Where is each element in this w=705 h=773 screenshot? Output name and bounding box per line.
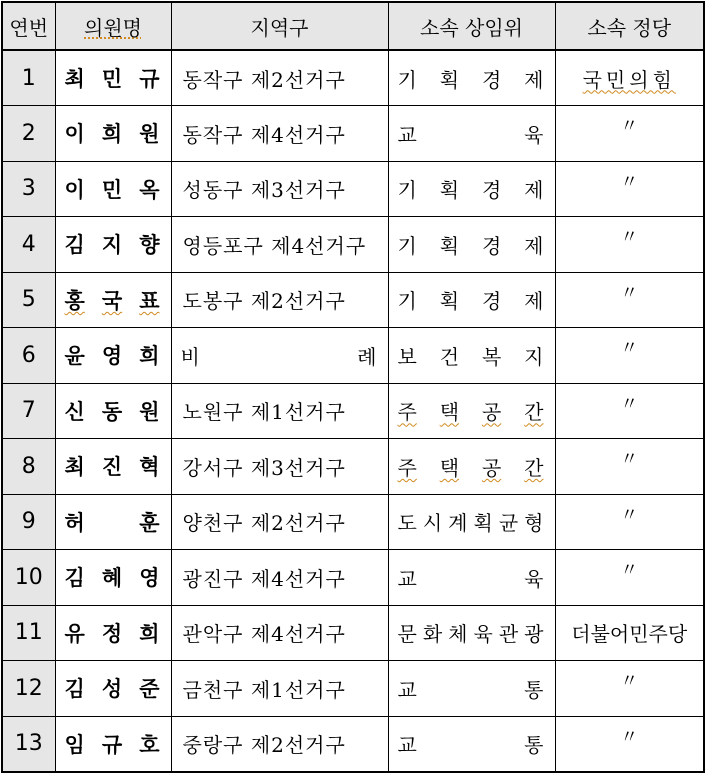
table-row [2,716,704,772]
party: 〃 [555,383,704,439]
header-committee: 소속 상임위 [388,2,555,50]
member-name: 유 정 희 [55,605,171,661]
district: 중랑구 제2선거구 [171,716,388,772]
committee: 문 화 체 육 관 광 [388,605,555,661]
row-number: 6 [2,328,55,384]
header-row [2,2,704,50]
party: 〃 [555,716,704,772]
committee: 기 획 경 제 [388,161,555,217]
district: 동작구 제2선거구 [171,50,388,106]
member-name: 김 지 향 [55,217,171,273]
committee: 교 육 [388,106,555,162]
committee: 기 획 경 제 [388,217,555,273]
member-name: 신 동 원 [55,383,171,439]
member-name: 이 희 원 [55,106,171,162]
table-row [2,605,704,661]
district: 양천구 제2선거구 [171,494,388,550]
row-number: 13 [2,716,55,772]
committee: 기 획 경 제 [388,272,555,328]
committee: 주 택 공 간 [388,439,555,495]
party: 〃 [555,272,704,328]
table-row [2,217,704,273]
row-number: 5 [2,272,55,328]
row-number: 4 [2,217,55,273]
table-row [2,50,704,106]
header-name: 의원명 [55,2,171,50]
party: 〃 [555,661,704,717]
table-row [2,272,704,328]
table-row [2,439,704,495]
header-district: 지역구 [171,2,388,50]
table-row [2,494,704,550]
member-name: 홍 국 표 [55,272,171,328]
district: 비 례 [171,328,388,384]
row-number: 9 [2,494,55,550]
party: 〃 [555,550,704,606]
district: 관악구 제4선거구 [171,605,388,661]
row-number: 10 [2,550,55,606]
member-name: 임 규 호 [55,716,171,772]
council-members-table [1,1,705,773]
table-row [2,661,704,717]
district: 도봉구 제2선거구 [171,272,388,328]
party: 〃 [555,217,704,273]
party: 국민의힘 [555,50,704,106]
table-row [2,550,704,606]
member-name: 이 민 옥 [55,161,171,217]
committee: 보 건 복 지 [388,328,555,384]
party: 더불어민주당 [555,605,704,661]
row-number: 12 [2,661,55,717]
party: 〃 [555,161,704,217]
member-name: 김 혜 영 [55,550,171,606]
committee: 교 통 [388,716,555,772]
table-row [2,161,704,217]
table-row [2,106,704,162]
party: 〃 [555,439,704,495]
row-number: 8 [2,439,55,495]
member-name: 윤 영 희 [55,328,171,384]
row-number: 3 [2,161,55,217]
header-party: 소속 정당 [555,2,704,50]
district: 금천구 제1선거구 [171,661,388,717]
district: 노원구 제1선거구 [171,383,388,439]
committee: 주 택 공 간 [388,383,555,439]
member-name: 최 진 혁 [55,439,171,495]
member-name: 최 민 규 [55,50,171,106]
table-row [2,328,704,384]
committee: 교 육 [388,550,555,606]
row-number: 11 [2,605,55,661]
party: 〃 [555,106,704,162]
committee: 기 획 경 제 [388,50,555,106]
table-row [2,383,704,439]
district: 성동구 제3선거구 [171,161,388,217]
member-name: 허 훈 [55,494,171,550]
district: 동작구 제4선거구 [171,106,388,162]
member-name: 김 성 준 [55,661,171,717]
district: 강서구 제3선거구 [171,439,388,495]
district: 광진구 제4선거구 [171,550,388,606]
district: 영등포구 제4선거구 [171,217,388,273]
row-number: 2 [2,106,55,162]
committee: 교 통 [388,661,555,717]
row-number: 7 [2,383,55,439]
header-num: 연번 [2,2,55,50]
row-number: 1 [2,50,55,106]
committee: 도 시 계 획 균 형 [388,494,555,550]
party: 〃 [555,328,704,384]
party: 〃 [555,494,704,550]
